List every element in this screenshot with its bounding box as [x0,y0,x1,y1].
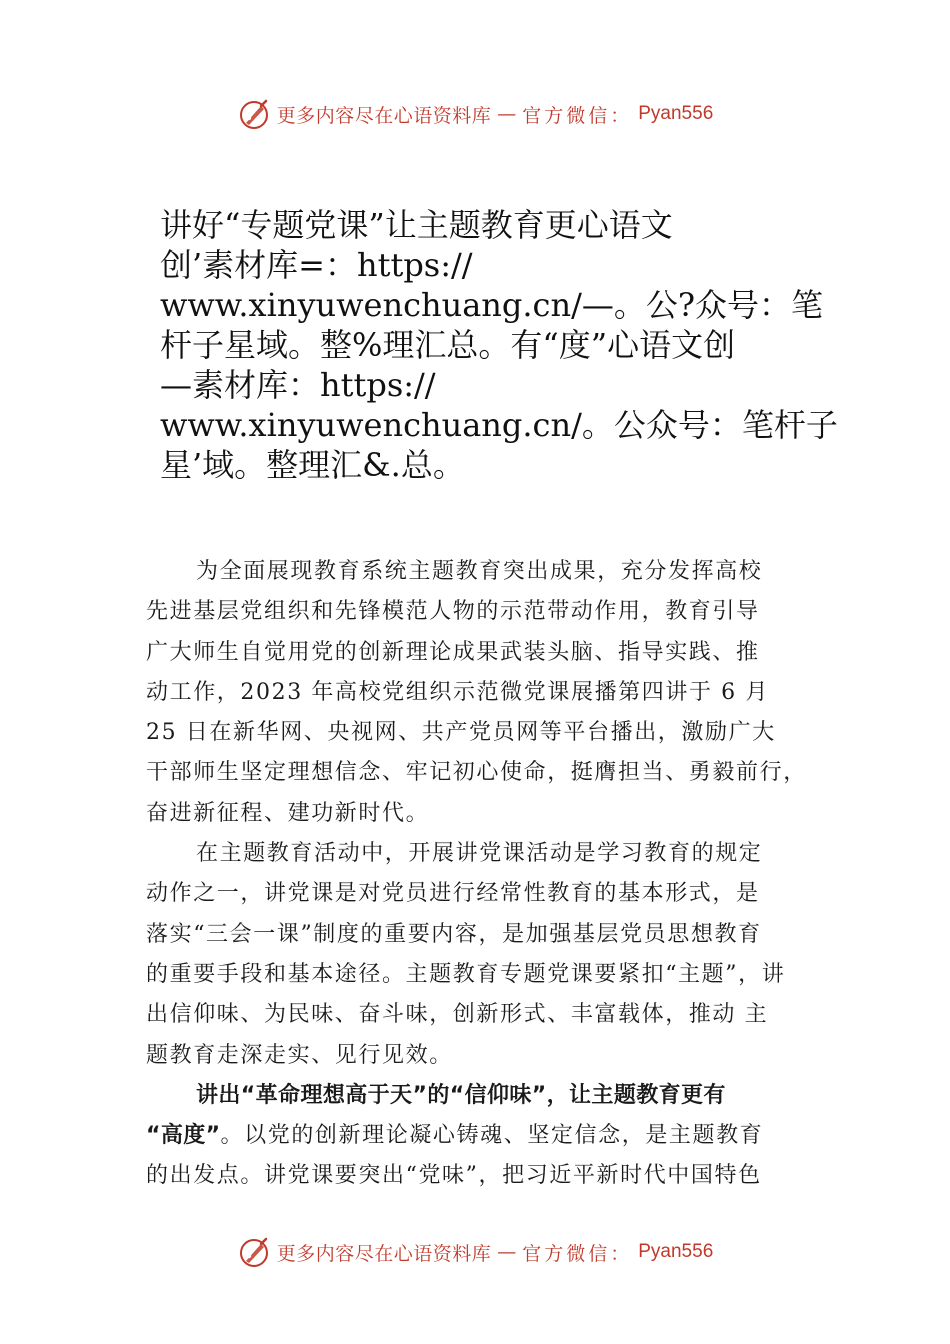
title-line: 创’素材库=：https:// [160,246,473,284]
document-title [160,205,840,485]
header-watermark-banner [0,92,950,136]
section-heading-line: 讲出“革命理想高于天”的“信仰味”，让主题教育更有 [196,1082,726,1108]
title-line: 杆子星域。整%理汇总。有“度”心语文创 [160,326,736,364]
paragraph-line: 题教育走深走实、见行见效。 [146,1042,453,1068]
title-line: 讲好“专题党课”让主题教育更心语文 [160,206,673,244]
pen-seal-logo-icon [237,97,271,131]
paragraph-text: 。以党的创新理论凝心铸魂、坚定信念，是主题教育 [220,1123,764,1149]
title-line: www.xinyuwenchuang.cn/—。公?众号：笔 [160,286,824,324]
paragraph-line: 为全面展现教育系统主题教育突出成果，充分发挥高校 [196,559,763,584]
paragraph-line: 出信仰味、为民味、奋斗味，创新形式、丰富载体，推动 主 [146,1002,769,1028]
paragraph-line: 广大师生自觉用党的创新理论成果武装头脑、指导实践、推 [146,639,760,665]
paragraph-line: 在主题教育活动中，开展讲党课活动是学习教育的规定 [196,841,763,867]
footer-watermark-banner [0,1230,950,1274]
banner-dash: — [497,103,517,125]
title-line: —素材库：https:// [160,366,436,404]
title-line: 星’域。整理汇&.总。 [160,446,465,484]
paragraph-3 [146,1076,826,1197]
banner-wechat-label: 官方微信： [522,104,633,127]
paragraph-line: 干部师生坚定理想信念、牢记初心使命，挺膺担当、勇毅前行， [146,760,807,786]
paragraph-line: 先进基层党组织和先锋模范人物的示范带动作用，教育引导 [146,599,760,625]
paragraph-line: 动工作，2023 年高校党组织示范微党课展播第四讲于 6 月 [146,679,769,705]
paragraph-line: 落实“三会一课”制度的重要内容，是加强基层党员思想教育 [146,921,762,947]
paragraph-line: 25 日在新华网、央视网、共产党员网等平台播出，激励广大 [146,720,776,746]
banner-wechat-id: Pyan556 [638,1241,714,1262]
pen-seal-logo-icon [237,1235,271,1269]
document-body [146,552,826,1197]
title-line: www.xinyuwenchuang.cn/。公众号：笔杆子 [160,406,838,444]
paragraph-line: 动作之一，讲党课是对党员进行经常性教育的基本形式，是 [146,881,760,907]
paragraph-line: 的重要手段和基本途径。主题教育专题党课要紧扣“主题”，讲 [146,961,786,987]
banner-slogan: 更多内容尽在心语资料库 [276,1242,492,1265]
paragraph-2 [146,834,826,1076]
banner-wechat-id: Pyan556 [638,103,714,124]
paragraph-line: 奋进新征程、建功新时代。 [146,800,430,826]
paragraph-line: 的出发点。讲党课要突出“党味”，把习近平新时代中国特色 [146,1163,762,1189]
banner-wechat-label: 官方微信： [522,1242,633,1265]
paragraph-1 [146,552,826,834]
banner-dash: — [497,1241,517,1263]
banner-slogan: 更多内容尽在心语资料库 [276,104,492,127]
section-heading-tail: “高度” [146,1123,221,1149]
paragraph-line [146,1116,826,1156]
